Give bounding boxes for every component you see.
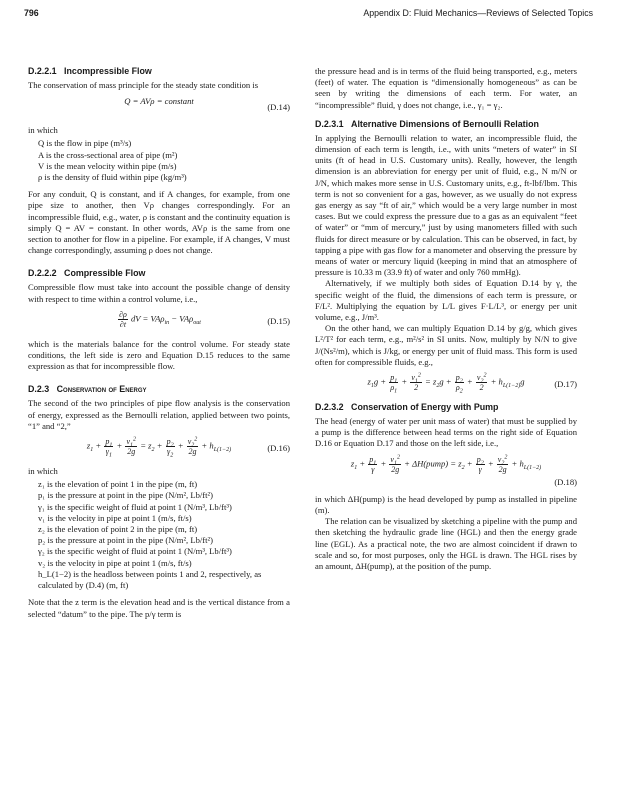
list-item: p₂ is the pressure at point in the pipe (N/m², Lb/ft²) <box>38 535 213 546</box>
section-heading-conservation-energy: D.2.3 Conservation of Energy <box>28 384 147 395</box>
in-which-label: in which <box>28 466 58 477</box>
variable-list-1 <box>38 138 290 183</box>
running-header <box>24 8 593 22</box>
paragraph: The head (energy of water per unit mass of water) that must be supplied by a pump is the difference between head terms on the right side of Equation D.16 or Equation D.17 and those on the left side, i.e., <box>315 416 577 449</box>
section-heading-compressible: D.2.2.2 Compressible Flow <box>28 268 146 279</box>
list-item: p₁ is the pressure at point in the pipe (N/m², Lb/ft²) <box>38 490 213 501</box>
list-item: V is the mean velocity within pipe (m/s) <box>38 160 177 171</box>
paragraph: Alternatively, if we multiply both sides of Equation D.14 by γ, the specific weight of the fluid, the dimensions of each term is pressure, or F/L². Multiplying the equation by L/L gives F·L/L³, or energy per unit volume, e.g., J/m³. <box>315 278 577 323</box>
paragraph: which is the materials balance for the control volume. For steady state conditions, the left side is zero and Equation D.15 reduces to the same expression as that for incompressible flow. <box>28 338 290 372</box>
section-heading-incompressible: D.2.2.1 Incompressible Flow <box>28 66 152 76</box>
list-item: h_L(1−2) is the headloss between points 1 and 2, respectively, as calculated by (D.4) (m, ft) <box>38 568 262 591</box>
list-item: z₁ is the elevation of point 1 in the pipe (m, ft) <box>38 479 198 490</box>
equation-d18: $z_1$ + $\frac{p_1}{\gamma}$ + $\frac{v_1^2}{2g}$ + ΔH(pump) = $z_2$ + $\frac{p_2}{\gamma}$ + $\frac{v_2^2}{2g}$ + $h_{L(1-2)}$ (D.18) <box>350 454 577 487</box>
equation-d14: Q = AVρ = constant (D.14) <box>124 96 290 113</box>
list-item: γ₂ is the specific weight of fluid at point 1 (N/m³, Lb/ft³) <box>38 546 232 557</box>
paragraph: The relation can be visualized by sketching a pipeline with the pump and then sketching the hydraulic grade line (HGL) and then the energy grade line (EGL). As a practical note, the two are almost coincident if drawn to scale and so, for most purposes, only the HGL is drawn. The HGL rises by an amount, ΔH(pump), at the position of the pump. <box>315 516 577 571</box>
list-item: ρ is the density of fluid within pipe (kg/m³) <box>38 172 187 183</box>
equation-d17: $z_1g$ + $\frac{p_1}{\rho_1}$ + $\frac{v_1^2}{2}$ = $z_2g$ + $\frac{p_2}{\rho_2}$ + $\frac{v_2^2}{2}$ + $h_{L(1-2)}g$ (D.17) <box>367 372 577 395</box>
equation-d16: $z_1$ + $\frac{p_1}{\gamma_1}$ + $\frac{v_1^2}{2g}$ = $z_2$ + $\frac{p_2}{\gamma_2}$ + $\frac{v_2^2}{2g}$ + $h_{L(1-2)}$ (D.16) <box>86 436 290 459</box>
section-heading-alt-dimensions: D.2.3.1 Alternative Dimensions of Bernoulli Relation <box>315 118 539 129</box>
paragraph: The conservation of mass principle for the steady state condition is <box>28 80 259 90</box>
equation-d15: $\frac{\partial\rho}{\partial t}$ dV = VAρ$_{in}$ − VAρ$_{out}$ (D.15) <box>119 309 290 329</box>
right-column <box>315 66 577 572</box>
paragraph: The second of the two principles of pipe flow analysis is the conservation of energy, expressed as the Bernoulli relation, applied between two points, “1” and “2,” <box>28 398 290 431</box>
paragraph: in which ΔH(pump) is the head developed by pump as installed in pipeline (m). <box>315 493 577 515</box>
paragraph: On the other hand, we can multiply Equation D.14 by g/g, which gives L²/T² for each term, e.g., m²/s² in SI units. Now, multiply by N/N to give J/(Ns²/m), which is J/kg, or energy per unit of fluid mass. This form is used often for compressible fluids, e.g., <box>315 323 577 367</box>
list-item: γ₁ is the specific weight of fluid at point 1 (N/m³, Lb/ft³) <box>38 501 232 512</box>
list-item: v₂ is the velocity in pipe at point 1 (m/s, ft/s) <box>38 557 192 568</box>
list-item: A is the cross-sectional area of pipe (m²) <box>38 149 178 160</box>
in-which-label: in which <box>28 125 58 136</box>
variable-list-2 <box>38 479 290 591</box>
list-item: v₁ is the velocity in pipe at point 1 (m/s, ft/s) <box>38 512 192 523</box>
paragraph: In applying the Bernoulli relation to water, an incompressible fluid, the dimension of each term is length, i.e., with units “meters of water” in SI units (ft of head in U.S. Customary units). Really, however, the length dimension is an abbreviation for energy per unit of fluid, e.g., N m/N or J/N, which makes more sense in U.S. Customary units, e.g., ft-lbf/lbm. This term is not so convenient for a gas, however, as we usually do not express gas energy as say “ft of air,” which would be a very large number in most cases. But we could express the pressure due to a gas as an equivalent “feet of water” or “mm of mercury,” just by using manometers filled with such fluids for direct measure or by calculation. This can be observed, in fact, by tapping a pipe with gas flow for a manometer and observing the pressure by means of water or mercury liquid (keeping in mind that an atmosphere of pressure is 10.33 m (33.9 ft) of water and only 760 mmHg). <box>315 132 577 278</box>
section-heading-energy-pump: D.2.3.2 Conservation of Energy with Pump <box>315 402 499 413</box>
list-item: Q is the flow in pipe (m³/s) <box>38 138 132 149</box>
paragraph: For any conduit, Q is constant, and if A changes, for example, from one pipe size to another, then Vρ changes correspondingly. For an incompressible fluid, e.g., water, ρ is constant and the continuity equation is simply Q = AV = constant. In other words, AVρ is the same from one section to another for flow in a pipeline. For example, if A changes, V must change correspondingly, assuming ρ does not change. <box>28 189 290 256</box>
paragraph: Note that the z term is the elevation head and is the vertical distance from a selected “datum” to the pipe. The p/γ term is <box>28 597 290 619</box>
page-number: 796 <box>24 8 39 18</box>
running-title: Appendix D: Fluid Mechanics—Reviews of Selected Topics <box>363 8 593 18</box>
paragraph: Compressible flow must take into account the possible change of density with respect to time within a control volume, i.e., <box>28 282 290 304</box>
list-item: z₂ is the elevation of point 2 in the pipe (m, ft) <box>38 524 198 535</box>
left-column <box>28 66 290 620</box>
paragraph: the pressure head and is in terms of the fluid being transported, e.g., meters (feet) of water. The equation is “dimensionally homogeneous” as can be seen by writing the dimensions of each term. For water, an “incompressible” fluid, γ does not change, i.e., γ₁ = γ₂. <box>315 66 577 110</box>
